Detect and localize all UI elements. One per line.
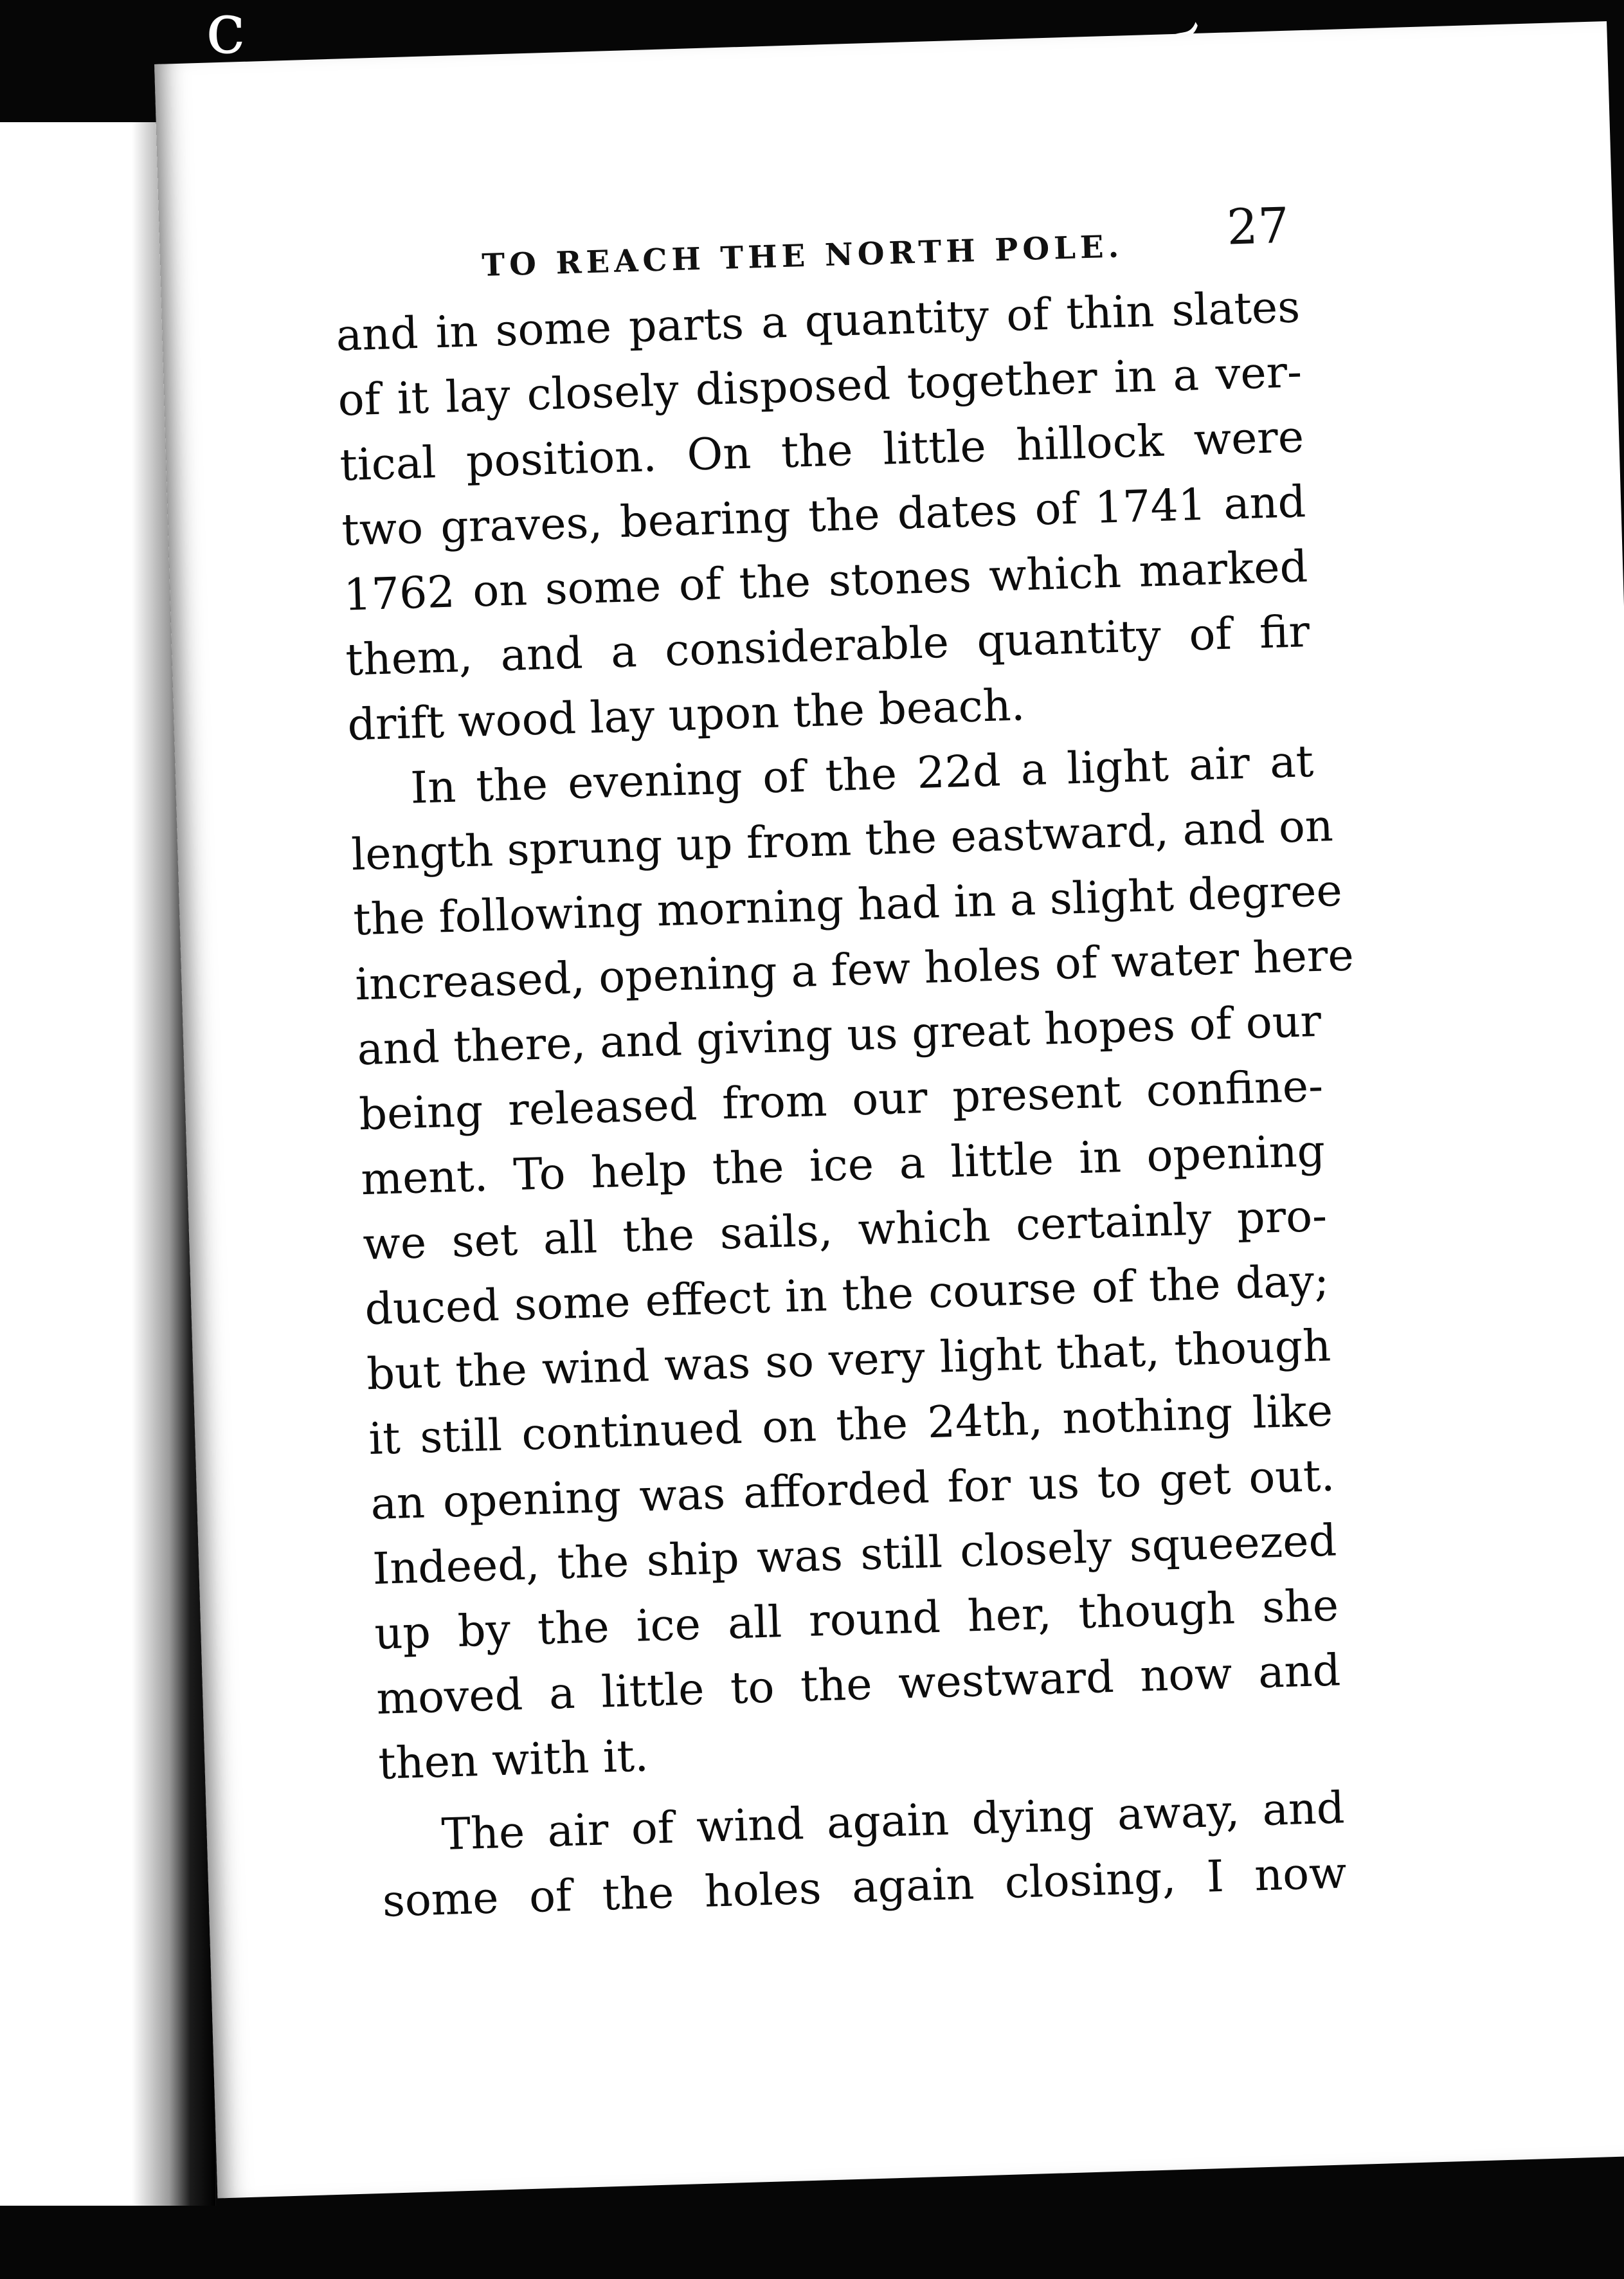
text-line: an opening was afforded for us to get out. [370, 1450, 1336, 1530]
text-line: some of the holes again closing, I now [381, 1848, 1348, 1927]
scan-mark-c: c [206, 0, 246, 69]
text-line: moved a little to the westward now and [375, 1645, 1342, 1725]
text-line: of it lay closely disposed together in a ver- [337, 347, 1303, 426]
text-line: them, and a considerable quantity of fir [345, 606, 1311, 686]
text-line: drift wood lay upon the beach. [347, 680, 1026, 751]
text-line: tical position. On the little hillock were [339, 412, 1305, 491]
text-line: we set all the sails, which certainly pro- [362, 1190, 1328, 1271]
text-line: and there, and giving us great hopes of our [356, 995, 1322, 1076]
text-line: ment. To help the ice a little in opening [360, 1125, 1326, 1206]
text-line: length sprung up from the eastward, and on [350, 801, 1334, 881]
text-line: up by the ice all round her, though she [374, 1580, 1340, 1660]
body-text [335, 275, 1355, 1934]
text-line: The air of wind again dying away, and [440, 1783, 1346, 1860]
text-line: Indeed, the ship was still closely squeezed [372, 1515, 1338, 1595]
text-line: increased, opening a few holes of water here [354, 930, 1355, 1011]
text-line: duced some effect in the course of the day; [364, 1255, 1330, 1336]
text-line: then with it. [377, 1730, 649, 1790]
page-number: 27 [1225, 196, 1290, 256]
text-line: being released from our present confine- [358, 1060, 1324, 1141]
running-head: TO REACH THE NORTH POLE. [481, 228, 1124, 284]
text-line: In the evening of the 22d a light air at [410, 736, 1315, 814]
text-line: and in some parts a quantity of thin slates [335, 282, 1301, 361]
text-line: two graves, bearing the dates of 1741 and [341, 477, 1307, 556]
text-line: 1762 on some of the stones which marked [343, 541, 1309, 621]
book-page [154, 21, 1624, 2199]
text-line: it still continued on the 24th, nothing like [368, 1385, 1334, 1466]
text-line: but the wind was so very light that, though [366, 1320, 1332, 1401]
text-line: the following morning had in a slight degree [352, 865, 1343, 946]
